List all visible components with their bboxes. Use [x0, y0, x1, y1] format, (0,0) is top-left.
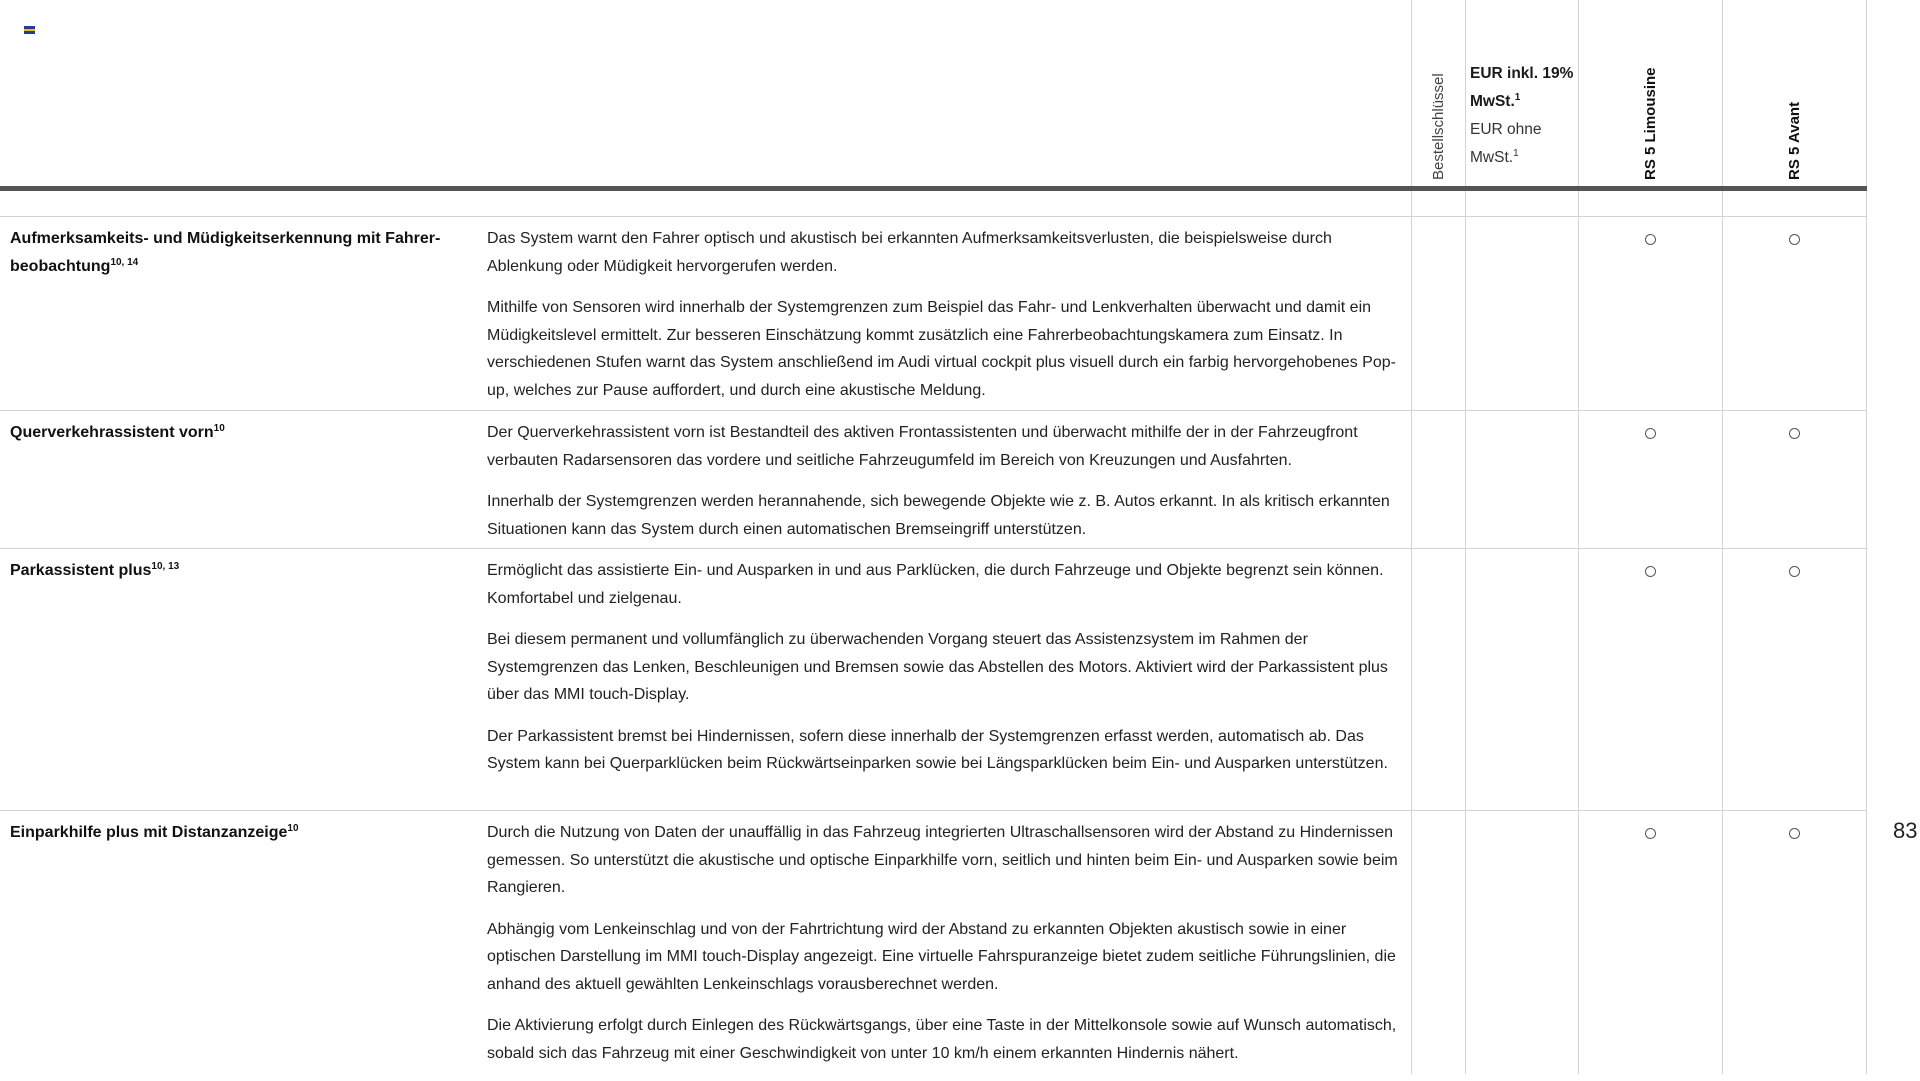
description-paragraph: Das System warnt den Fahrer optisch und akustisch bei erkannten Aufmerksamkeitsverlusten, die beispielsweise durch Ablenkung oder Müdigkeit hervorgerufen werden.	[487, 230, 1332, 275]
description-paragraph: Innerhalb der Systemgrenzen werden herannahende, sich bewegende Objekte wie z. B. Autos erkannt. In als kritisch erkannten Situationen kann das System durch einen automatischen Bremseingriff unterstützen.	[487, 493, 1390, 538]
description-paragraph: Durch die Nutzung von Daten der unauffällig in das Fahrzeug integrierten Ultraschallsensoren wird der Abstand zu Hindernissen gemessen. So unterstützt die akustische und optische Einparkhilfe vorn, seitlich und hinten beim Ein- und Ausparken sowie beim Rangieren.	[487, 824, 1398, 896]
description-paragraph: Die Aktivierung erfolgt durch Einlegen des Rückwärtsgangs, über eine Taste in der Mittelkonsole sowie auf Wunsch automatisch, sobald sich das Fahrzeug mit einer Geschwindigkeit von unter 10 km/h einem erkannten Hindernis nähert.	[487, 1017, 1397, 1062]
optional-icon	[1789, 234, 1800, 245]
optional-icon	[1645, 234, 1656, 245]
description-paragraph: Abhängig vom Lenkeinschlag und von der Fahrtrichtung wird der Abstand zu erkannten Objekten akustisch sowie in einer optischen Darstellung im MMI touch-Display angezeigt. Eine virtuelle Fahrspuranzeige bietet zudem seitliche Führungslinien, die anhand des aktuell gewählten Lenkeinschlags vorausberechnet werden.	[487, 920, 1396, 993]
column-divider-price	[1465, 0, 1466, 1074]
optional-icon	[1789, 428, 1800, 439]
price-header	[1470, 60, 1580, 172]
description-paragraph: Der Querverkehrassistent vorn ist Bestandteil des aktiven Frontassistenten und überwacht mithilfe der in der Fahrzeugfront verbauten Radarsensoren das vordere und seitliche Fahrzeugumfeld im Bereich von Kreuzungen und Ausfahrten.	[487, 424, 1358, 469]
optional-icon	[1789, 566, 1800, 577]
feature-name: Aufmerksamkeits- und Müdigkeitserkennung mit Fahrerbeobachtung$^{10, 14}$	[10, 230, 441, 275]
optional-icon	[1789, 828, 1800, 839]
row-divider-3	[0, 810, 1867, 811]
column-divider-avant	[1722, 0, 1723, 1074]
feature-name: Einparkhilfe plus mit Distanzanzeige$^{10}$	[10, 823, 299, 841]
feature-description	[487, 419, 1407, 557]
price-incl-label: EUR inkl. 19% MwSt.$^1$	[1470, 65, 1574, 110]
row-divider-top	[0, 216, 1867, 217]
description-paragraph: Mithilfe von Sensoren wird innerhalb der Systemgrenzen zum Beispiel das Fahr- und Lenkverhalten überwacht und damit ein Müdigkeitslevel ermittelt. Zur besseren Einschätzung kommt zusätzlich eine Fahrerbeobachtungskamera zum Einsatz. In verschiedenen Stufen warnt das System anschließend im Audi virtual cockpit plus visuell durch ein farbig hervorgehobenes Pop-up, welches zur Pause auffordert, und durch eine akustische Meldung.	[487, 299, 1396, 399]
flag-stripe-3	[24, 31, 35, 34]
description-paragraph: Der Parkassistent bremst bei Hindernissen, sofern diese innerhalb der Systemgrenzen erfasst werden, automatisch ab. Das System kann bei Querparklücken beim Rückwärtseinparken sowie bei Längsparklücken beim Ein- und Ausparken unterstützen.	[487, 727, 1388, 772]
price-excl-label: EUR ohne MwSt.$^1$	[1470, 121, 1542, 166]
order-key-header: Bestellschlüssel	[1430, 73, 1447, 180]
feature-name: Parkassistent plus$^{10, 13}$	[10, 561, 180, 579]
page-number: 83	[1893, 818, 1918, 843]
model-header-limousine: RS 5 Limousine	[1642, 67, 1659, 180]
feature-description	[487, 225, 1407, 418]
column-divider-end	[1866, 0, 1867, 1074]
optional-icon	[1645, 566, 1656, 577]
feature-name: Querverkehrassistent vorn$^{10}$	[10, 423, 225, 441]
optional-icon	[1645, 428, 1656, 439]
feature-description	[487, 819, 1407, 1081]
optional-icon	[1645, 828, 1656, 839]
model-header-avant: RS 5 Avant	[1786, 101, 1803, 180]
feature-description	[487, 557, 1407, 792]
description-paragraph: Bei diesem permanent und vollumfänglich zu überwachenden Vorgang steuert das Assistenzsystem im Rahmen der Systemgrenzen das Lenken, Beschleunigen und Bremsen sowie das Abstellen des Motors. Aktiviert wird der Parkassistent plus über das MMI touch-Display.	[487, 631, 1388, 703]
description-paragraph: Ermöglicht das assistierte Ein- und Ausparken in und aus Parklücken, die durch Fahrzeuge und Objekte begrenzt sein können. Komfortabel und zielgenau.	[487, 562, 1384, 607]
flag-icon	[24, 26, 35, 34]
column-divider-order-key	[1411, 0, 1412, 1074]
header-rule	[0, 186, 1867, 191]
